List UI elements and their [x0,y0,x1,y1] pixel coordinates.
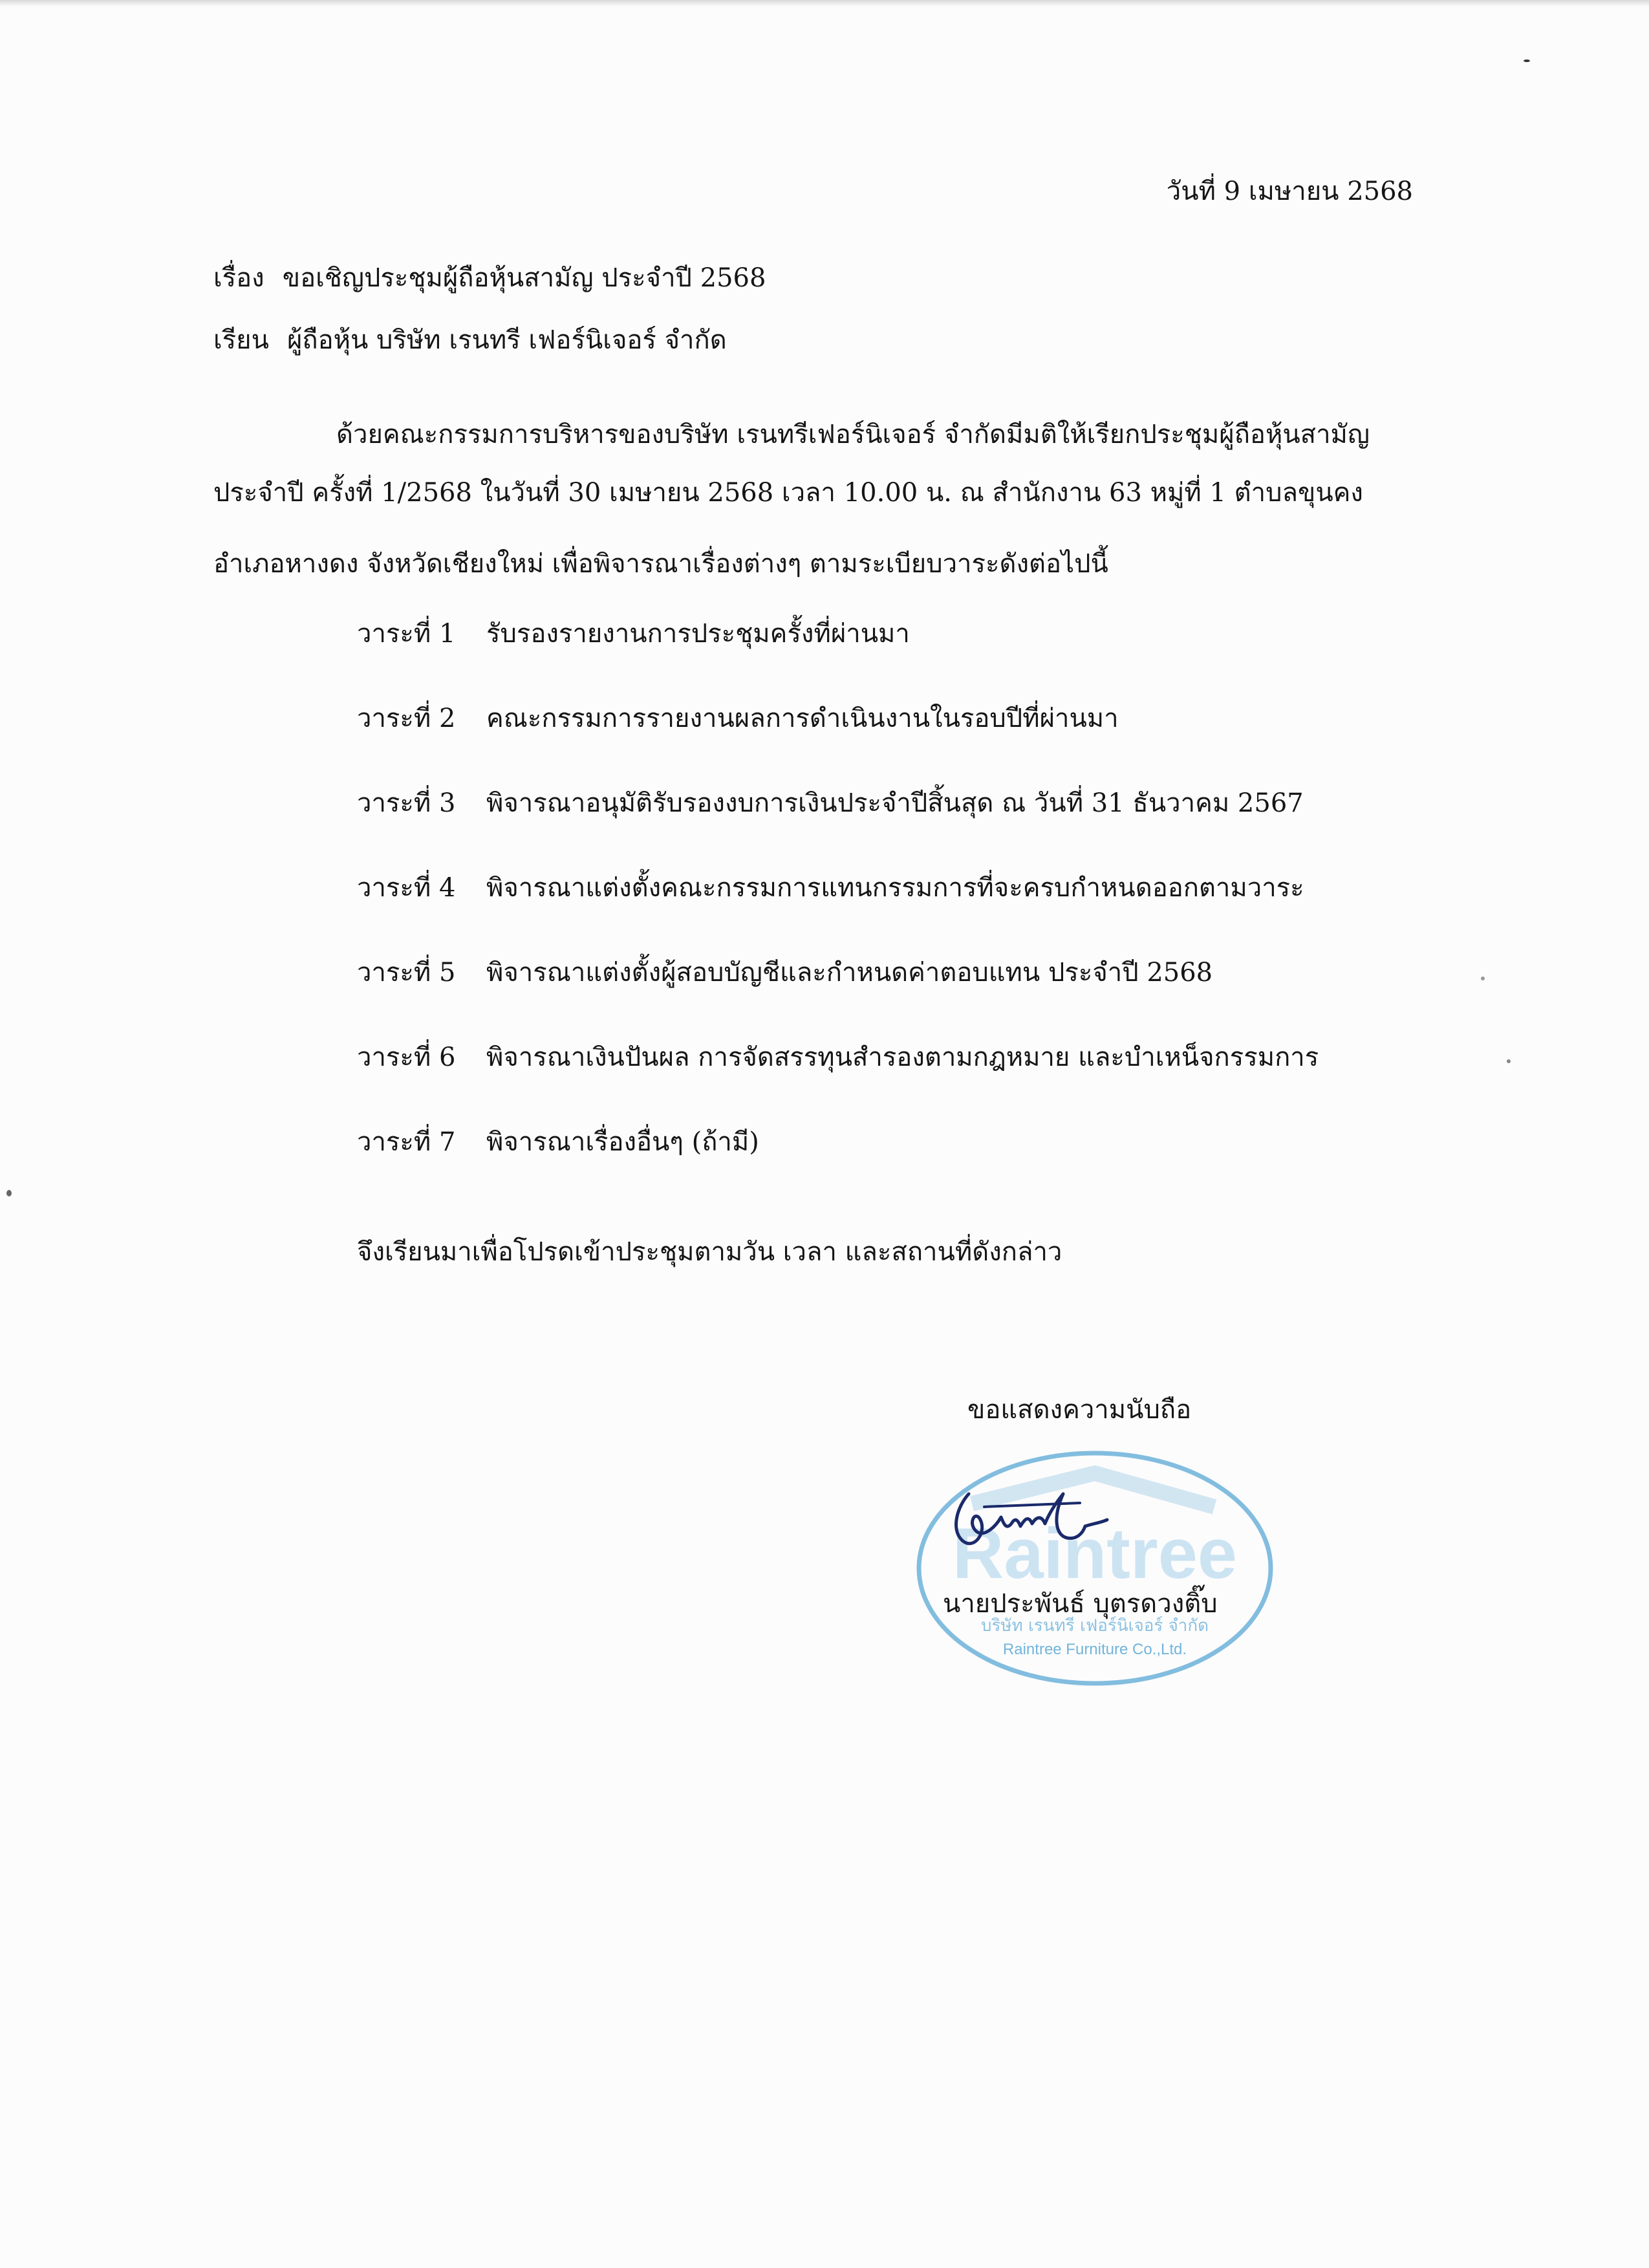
agenda-item [357,1042,1319,1073]
agenda-number: วาระที่ 3 [357,788,456,818]
recipient-text: ผู้ถือหุ้น บริษัท เรนทรี เฟอร์นิเจอร์ จำกัด [286,325,727,355]
subject-label: เรื่อง [213,263,264,293]
agenda-text: พิจารณาเงินปันผล การจัดสรรทุนสำรองตามกฎหมาย และบำเหน็จกรรมการ [486,1042,1319,1072]
body-line-2: ประจำปี ครั้งที่ 1/2568 ในวันที่ 30 เมษายน 2568 เวลา 10.00 น. ณ สำนักงาน 63 หมู่ที่ 1 ตำบลขุนคง [213,478,1363,508]
scan-edge [0,0,1649,6]
scan-speck [1507,1059,1511,1063]
agenda-text: พิจารณาอนุมัติรับรองงบการเงินประจำปีสิ้นสุด ณ วันที่ 31 ธันวาคม 2567 [486,788,1304,818]
agenda-text: รับรองรายงานการประชุมครั้งที่ผ่านมา [486,619,910,649]
agenda-item [357,872,1304,903]
agenda-number: วาระที่ 7 [357,1127,456,1157]
agenda-item [357,957,1212,988]
subject-line [213,263,766,294]
agenda-item [357,1127,759,1158]
scan-speck [1481,977,1485,980]
scan-speck [1524,59,1530,62]
closing-line: จึงเรียนมาเพื่อโปรดเข้าประชุมตามวัน เวลา และสถานที่ดังกล่าว [357,1237,1062,1267]
agenda-item [357,618,910,649]
agenda-number: วาระที่ 1 [357,619,456,649]
agenda-text: พิจารณาแต่งตั้งผู้สอบบัญชีและกำหนดค่าตอบแทน ประจำปี 2568 [486,958,1213,988]
agenda-text: คณะกรรมการรายงานผลการดำเนินงานในรอบปีที่ผ่านมา [486,704,1119,733]
agenda-item [357,703,1119,734]
company-stamp [911,1442,1279,1694]
body-line-3: อำเภอหางดง จังหวัดเชียงใหม่ เพื่อพิจารณาเรื่องต่างๆ ตามระเบียบวาระดังต่อไปนี้ [213,549,1108,579]
agenda-text: พิจารณาแต่งตั้งคณะกรรมการแทนกรรมการที่จะครบกำหนดออกตามวาระ [486,873,1304,903]
agenda-number: วาระที่ 4 [357,873,456,903]
agenda-number: วาระที่ 2 [357,704,456,733]
letter-date: วันที่ 9 เมษายน 2568 [1166,177,1413,206]
signature-icon [944,1481,1119,1565]
agenda-text: พิจารณาเรื่องอื่นๆ (ถ้ามี) [486,1127,759,1157]
stamp-company-en: Raintree Furniture Co.,Ltd. [1002,1641,1187,1658]
scan-speck [6,1190,12,1196]
respect-line: ขอแสดงความนับถือ [967,1395,1192,1425]
recipient-line [213,325,727,356]
recipient-label: เรียน [213,325,269,355]
subject-text: ขอเชิญประชุมผู้ถือหุ้นสามัญ ประจำปี 2568 [282,263,766,293]
agenda-number: วาระที่ 6 [357,1042,456,1072]
stamp-company-th: บริษัท เรนทรี เฟอร์นิเจอร์ จำกัด [980,1616,1209,1636]
body-line-1: ด้วยคณะกรรมการบริหารของบริษัท เรนทรีเฟอร์นิเจอร์ จำกัดมีมติให้เรียกประชุมผู้ถือหุ้นสามัญ [336,420,1370,449]
signer-name: นายประพันธ์ บุตรดวงติ๊บ [943,1589,1218,1619]
agenda-item [357,788,1304,819]
agenda-number: วาระที่ 5 [357,958,456,988]
stamp-brand: Raintree [952,1514,1238,1593]
